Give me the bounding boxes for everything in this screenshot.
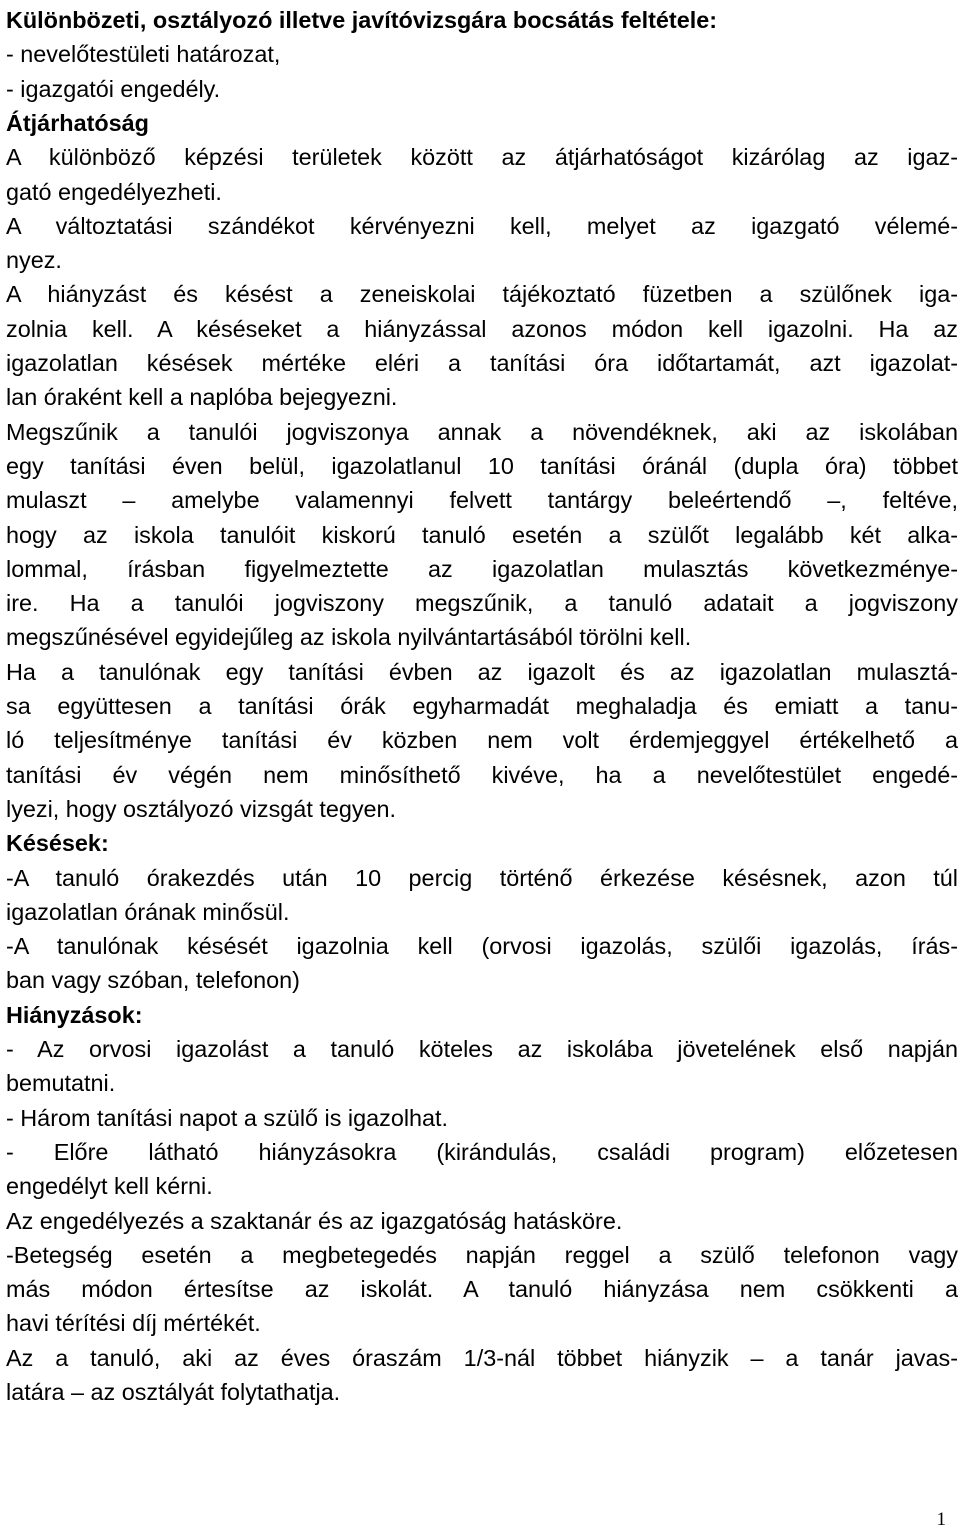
page-number: 1 bbox=[936, 1509, 946, 1530]
text-line: -Betegség esetén a megbetegedés napján reggel a szülő telefonon vagy bbox=[6, 1241, 958, 1268]
text-line: A hiányzást és késést a zeneiskolai tájékoztató füzetben a szülőnek iga- bbox=[6, 281, 958, 308]
text-line: - igazgatói engedély. bbox=[6, 75, 221, 102]
text-line: tanítási év végén nem minősíthető kivéve, ha a nevelőtestület engedé- bbox=[6, 761, 958, 788]
text-line: más módon értesítse az iskolát. A tanuló hiányzása nem csökkenti a bbox=[6, 1276, 958, 1303]
text-line: - Előre látható hiányzásokra (kirándulás, családi program) előzetesen bbox=[6, 1138, 958, 1165]
section-heading: Hiányzások: bbox=[6, 1001, 143, 1028]
text-line: igazolatlan órának minősül. bbox=[6, 898, 290, 925]
text-line: megszűnésével egyidejűleg az iskola nyilvántartásából törölni kell. bbox=[6, 624, 692, 651]
text-line: - Az orvosi igazolást a tanuló köteles az iskolába jövetelének első napján bbox=[6, 1036, 958, 1062]
text-line: Az engedélyezés a szaktanár és az igazgatóság hatásköre. bbox=[6, 1207, 623, 1234]
text-line: - nevelőtestületi határozat, bbox=[6, 41, 281, 68]
text-line: - Három tanítási napot a szülő is igazolhat. bbox=[6, 1104, 449, 1131]
text-line: A különböző képzési területek között az átjárhatóságot kizárólag az igaz- bbox=[6, 144, 958, 171]
text-line: lyezi, hogy osztályozó vizsgát tegyen. bbox=[6, 795, 397, 822]
text-line: -A tanulónak késését igazolnia kell (orvosi igazolás, szülői igazolás, írás- bbox=[6, 933, 958, 960]
text-line: igazolatlan késések mértéke eléri a tanítási óra időtartamát, azt igazolat- bbox=[6, 350, 958, 376]
text-line: mulaszt – amelybe valamennyi felvett tantárgy beleértendő –, feltéve, bbox=[6, 487, 958, 514]
text-line: zolnia kell. A késéseket a hiányzással azonos módon kell igazolni. Ha az bbox=[6, 315, 958, 342]
text-line: lan óraként kell a naplóba bejegyezni. bbox=[6, 384, 398, 411]
text-line: -A tanuló órakezdés után 10 percig történő érkezése késésnek, azon túl bbox=[6, 864, 958, 891]
text-line: hogy az iskola tanulóit kiskorú tanuló esetén a szülőt legalább két alka- bbox=[6, 521, 958, 548]
section-heading: Átjárhatóság bbox=[6, 109, 149, 136]
text-line: bemutatni. bbox=[6, 1070, 116, 1097]
section-heading: Késések: bbox=[6, 830, 109, 857]
text-line: Ha a tanulónak egy tanítási évben az igazolt és az igazolatlan mulasztá- bbox=[6, 658, 958, 685]
text-line: engedélyt kell kérni. bbox=[6, 1173, 213, 1200]
text-line: sa együttesen a tanítási órák egyharmadát meghaladja és emiatt a tanu- bbox=[6, 693, 958, 719]
text-line: Megszűnik a tanulói jogviszonya annak a növendéknek, aki az iskolában bbox=[6, 418, 958, 445]
text-line: havi térítési díj mértékét. bbox=[6, 1310, 261, 1337]
text-line: ban vagy szóban, telefonon) bbox=[6, 967, 300, 994]
section-heading: Különbözeti, osztályozó illetve javítóvizsgára bocsátás feltétele: bbox=[6, 7, 718, 33]
text-line: egy tanítási éven belül, igazolatlanul 10 tanítási óránál (dupla óra) többet bbox=[6, 452, 958, 479]
text-line: lommal, írásban figyelmeztette az igazolatlan mulasztás következménye- bbox=[6, 555, 958, 582]
text-line: latára – az osztályát folytathatja. bbox=[6, 1379, 341, 1405]
text-line: gató engedélyezheti. bbox=[6, 178, 222, 205]
text-line: nyez. bbox=[6, 247, 62, 274]
text-line: A változtatási szándékot kérvényezni kell, melyet az igazgató vélemé- bbox=[6, 212, 958, 239]
text-line: Az a tanuló, aki az éves óraszám 1/3-nál többet hiányzik – a tanár javas- bbox=[6, 1344, 958, 1371]
text-line: ló teljesítménye tanítási év közben nem volt érdemjeggyel értékelhető a bbox=[6, 727, 958, 754]
text-line: ire. Ha a tanulói jogviszony megszűnik, a tanuló adatait a jogviszony bbox=[6, 590, 958, 617]
